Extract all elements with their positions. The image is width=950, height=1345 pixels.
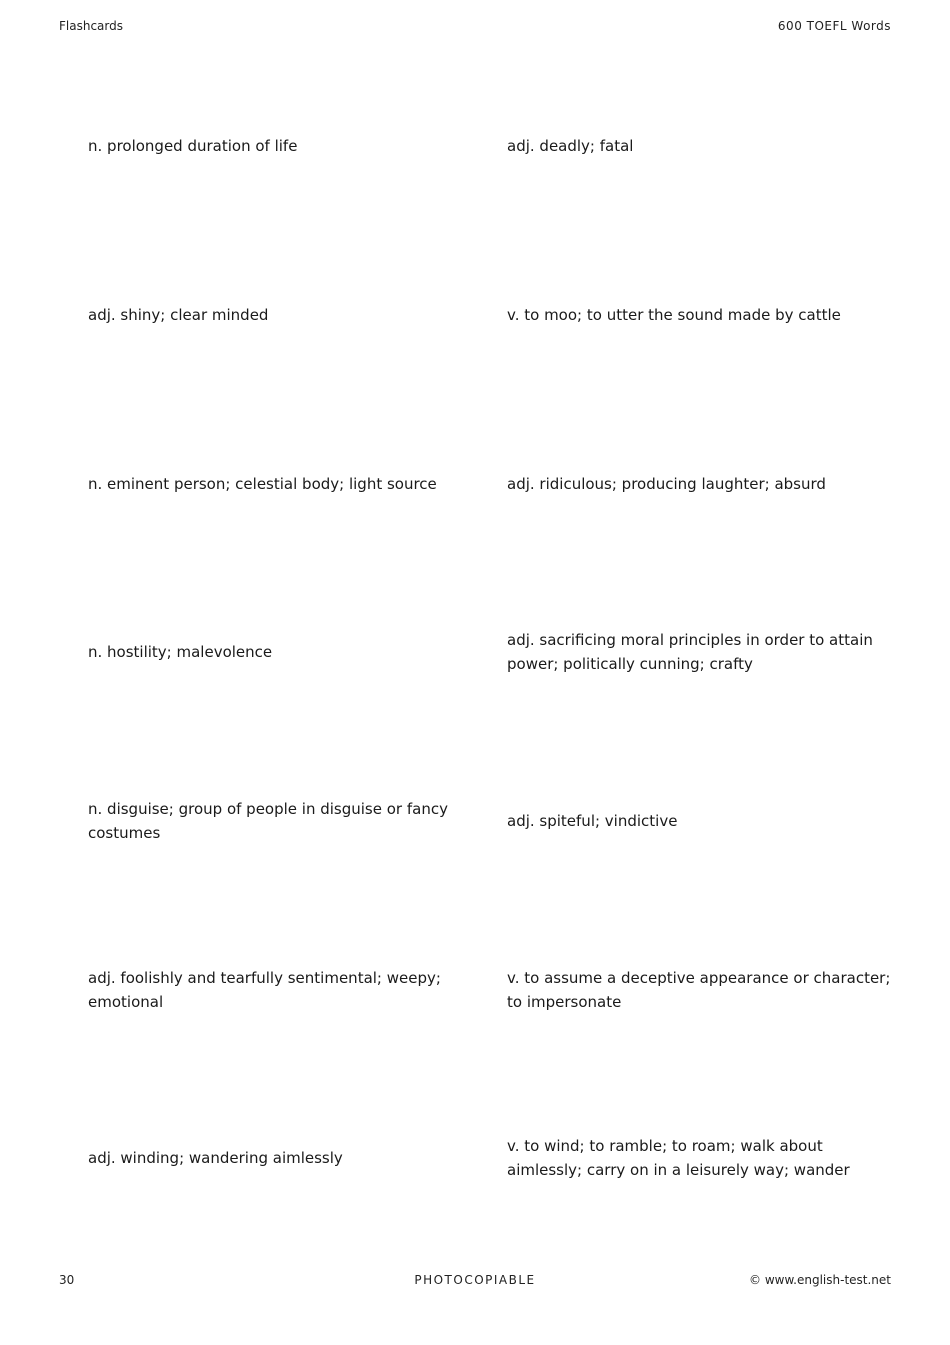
page-number: 30: [59, 1273, 75, 1287]
flashcard-definition: adj. sacrificing moral principles in order to attain power; politically cunning; crafty: [507, 631, 873, 674]
photocopiable-label: PHOTOCOPIABLE: [414, 1273, 536, 1287]
flashcard: [507, 231, 926, 400]
flashcard: [88, 905, 507, 1074]
flashcard: [88, 568, 507, 737]
flashcard: [88, 737, 507, 906]
flashcard: [88, 62, 507, 231]
flashcard: [88, 231, 507, 400]
flashcard-definition: v. to moo; to utter the sound made by cattle: [507, 306, 841, 325]
flashcard-definition: n. prolonged duration of life: [88, 137, 298, 156]
flashcard-grid: [0, 62, 950, 1243]
flashcard: [507, 399, 926, 568]
copyright-link[interactable]: © www.english-test.net: [749, 1273, 891, 1287]
flashcard-definition: v. to wind; to ramble; to roam; walk about aimlessly; carry on in a leisurely way; wander: [507, 1137, 850, 1180]
header-book-title: 600 TOEFL Words: [777, 19, 891, 33]
header-title: Flashcards: [59, 19, 123, 33]
flashcard: [507, 568, 926, 737]
flashcard-definition: n. eminent person; celestial body; light source: [88, 474, 437, 493]
flashcard: [507, 62, 926, 231]
flashcard-definition: adj. deadly; fatal: [507, 137, 634, 156]
flashcard-definition: adj. ridiculous; producing laughter; absurd: [507, 474, 826, 493]
flashcard-definition: v. to assume a deceptive appearance or character; to impersonate: [507, 968, 891, 1011]
flashcard: [88, 1074, 507, 1243]
flashcard-definition: adj. foolishly and tearfully sentimental; weepy; emotional: [88, 968, 441, 1011]
flashcard: [507, 1074, 926, 1243]
flashcard-definition: n. disguise; group of people in disguise or fancy costumes: [88, 800, 448, 843]
flashcard-definition: n. hostility; malevolence: [88, 643, 273, 662]
flashcard: [88, 399, 507, 568]
flashcard-definition: adj. winding; wandering aimlessly: [88, 1149, 343, 1168]
flashcard-definition: adj. shiny; clear minded: [88, 306, 269, 325]
flashcard: [507, 905, 926, 1074]
flashcard-definition: adj. spiteful; vindictive: [507, 812, 678, 831]
flashcard: [507, 737, 926, 906]
